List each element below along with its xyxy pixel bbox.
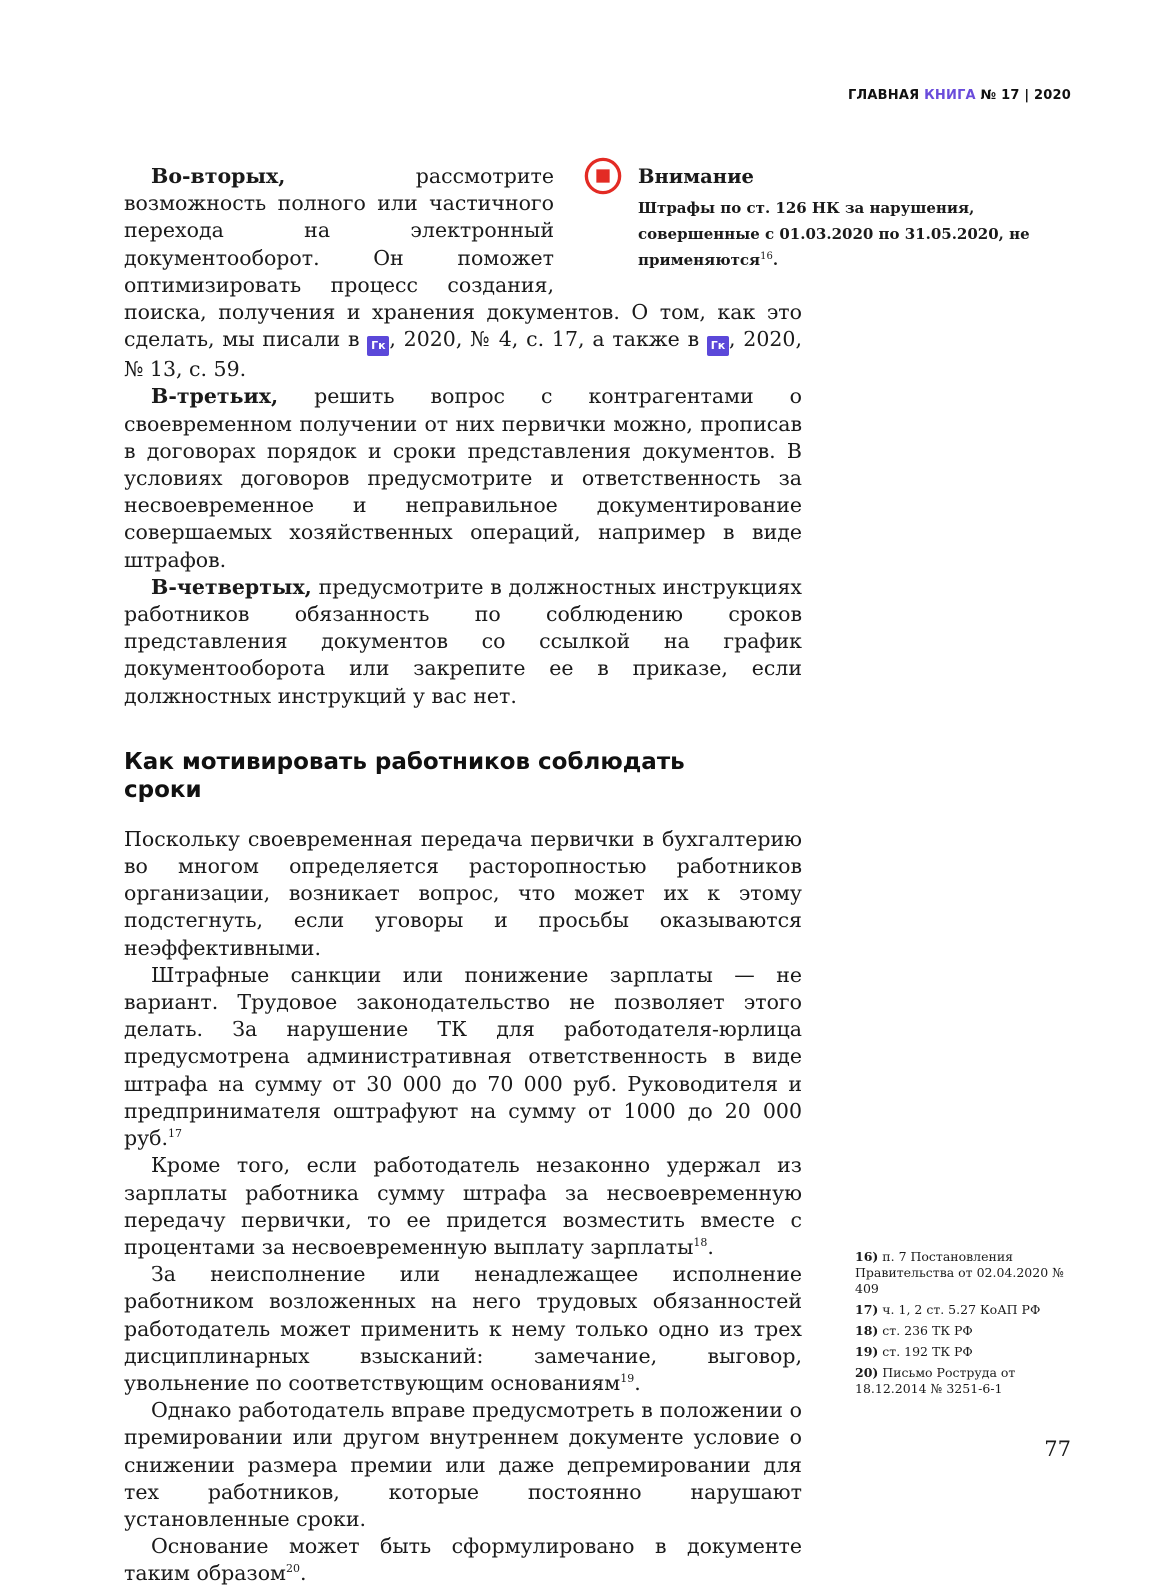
paragraph-text-end: . (707, 1234, 714, 1259)
main-text (124, 163, 802, 1588)
paragraph (124, 1261, 802, 1397)
paragraph-text-end: . (300, 1561, 307, 1586)
footnote-text: п. 7 Постановления Правительства от 02.04.2020 № 409 (855, 1249, 1064, 1296)
paragraph-text: решить вопрос с контрагентами о своевременном получении от них первички можно, прописав в договорах порядок и сроки представления документов. В условиях договоров предусмотрите и ответственность за несвоевременное и неправильное документирование совершаемых хозяйственных операций, например в виде штрафов. (124, 384, 802, 572)
footnote-text: Письмо Роструда от 18.12.2014 № 3251-6-1 (855, 1365, 1016, 1396)
paragraph-text: , 2020, № 4, с. 17, а также в (389, 327, 707, 352)
paragraph-text-end: . (634, 1370, 641, 1395)
footnote-ref: 16 (760, 251, 773, 262)
footnote-ref: 20 (286, 1562, 300, 1576)
footnote-number: 16) (855, 1249, 879, 1264)
paragraph-text: За неисполнение или ненадлежащее исполнение работником возложенных на него трудовых обязанностей работодатель может применить к нему только одно из трех дисциплинарных взысканий: замечание, выговор, увольнение по соответствующим основаниям (124, 1262, 802, 1395)
paragraph-third (124, 383, 802, 573)
header-brand-main: ГЛАВНАЯ (847, 88, 920, 103)
text-wrap-spacer (554, 163, 802, 298)
paragraph (124, 962, 802, 1152)
page-header (848, 88, 1071, 103)
footnotes (855, 1249, 1065, 1402)
header-brand-accent: КНИГА (924, 88, 976, 103)
footnote-number: 19) (855, 1344, 879, 1359)
paragraph-fourth (124, 574, 802, 710)
paragraph-text: Кроме того, если работодатель незаконно удержал из зарплаты работника сумму штрафа за несвоевременную передачу первички, то ее придется возместить вместе с процентами за несвоевременную выплату зарплаты (124, 1153, 802, 1259)
paragraph-text: рассмотрите возможность полного или частичного перехода на электронный документооборот. Он поможет оптимизировать процесс создания, поиска, получения и хранения документов. О том, как это сделать, мы писали в (124, 164, 802, 352)
footnote (855, 1344, 1065, 1360)
paragraph-text: Штрафные санкции или понижение зарплаты — не вариант. Трудовое законодательство не позволяет этого делать. За нарушение ТК для работодателя-юрлица предусмотрена административная ответственность в виде штрафа на сумму от 30 000 до 70 000 руб. Руководителя и предпринимателя оштрафуют на сумму от 1000 до 20 000 руб. (124, 962, 802, 1151)
paragraph (124, 1152, 802, 1261)
header-issue: № 17 | 2020 (980, 88, 1071, 103)
section-heading: Как мотивировать работников соблюдать сроки (124, 748, 685, 803)
paragraph-text: , 2020, № 13, с. 59. (124, 327, 802, 382)
footnote-ref: 18 (693, 1236, 708, 1250)
footnote (855, 1323, 1065, 1339)
page-number: 77 (1044, 1437, 1071, 1461)
footnote-text: ч. 1, 2 ст. 5.27 КоАП РФ (878, 1302, 1041, 1317)
gk-logo-icon: Гк (707, 336, 729, 356)
paragraph (124, 1533, 802, 1587)
footnote (855, 1249, 1065, 1297)
footnote-ref: 19 (620, 1372, 635, 1386)
paragraph-text: предусмотрите в должностных инструкциях работников обязанность по соблюдению сроков представления документов со ссылкой на график документооборота или закрепите ее в приказе, если должностных инструкций у вас нет. (124, 574, 802, 708)
gk-logo-icon: Гк (367, 336, 389, 356)
paragraph-lead: В-четвертых, (151, 574, 312, 599)
footnote (855, 1365, 1065, 1397)
attention-body: Штрафы по ст. 126 НК за нарушения, совершенные с 01.03.2020 по 31.05.2020, не применяются (638, 199, 1030, 269)
attention-text-end: . (772, 251, 779, 269)
paragraph: Однако работодатель вправе предусмотреть в положении о премировании или другом внутреннем документе условие о снижении размера премии или даже депремировании для тех работников, которые постоянно нарушают установленные сроки. (124, 1398, 802, 1531)
paragraph-text: Основание может быть сформулировано в документе таким образом (124, 1534, 802, 1586)
paragraph-lead: В-третьих, (151, 384, 279, 409)
footnote (855, 1302, 1065, 1318)
paragraph: Поскольку своевременная передача первички в бухгалтерию во многом определяется расторопностью работников организации, возникает вопрос, что может их к этому подстегнуть, если уговоры и просьбы оказываются неэффективными. (124, 826, 802, 960)
footnote-ref: 17 (168, 1127, 183, 1141)
footnote-number: 20) (855, 1365, 879, 1380)
attention-title: Внимание (638, 165, 754, 188)
footnote-number: 18) (855, 1323, 879, 1338)
footnote-text: ст. 236 ТК РФ (878, 1323, 973, 1338)
footnote-number: 17) (855, 1302, 879, 1317)
paragraph-lead: Во-вторых, (151, 164, 286, 188)
footnote-text: ст. 192 ТК РФ (878, 1344, 973, 1359)
